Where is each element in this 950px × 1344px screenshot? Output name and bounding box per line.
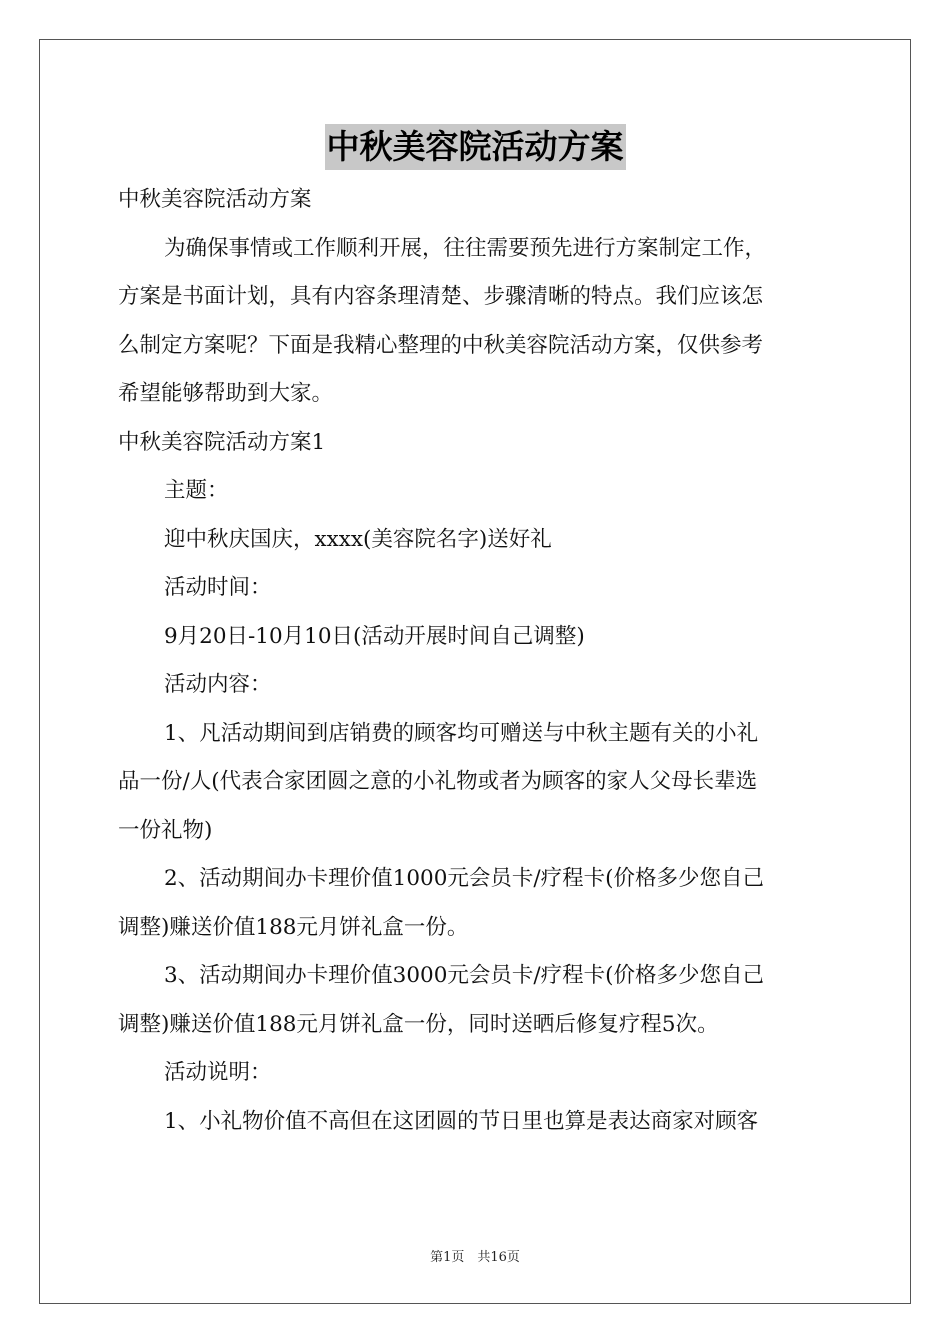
text-line: 希望能够帮助到大家。 bbox=[118, 381, 334, 406]
text-line: 活动说明： bbox=[164, 1060, 272, 1085]
text-line: 一份礼物) bbox=[118, 817, 213, 843]
page-footer bbox=[0, 1246, 950, 1265]
text-line: 3、活动期间办卡理价值3000元会员卡/疗程卡(价格多少您自己 bbox=[164, 963, 765, 988]
text-line: 1、凡活动期间到店销费的顾客均可赠送与中秋主题有关的小礼 bbox=[164, 720, 759, 746]
text-line: 1、小礼物价值不高但在这团圆的节日里也算是表达商家对顾客 bbox=[164, 1108, 759, 1134]
page-number: 第1页 共16页 bbox=[430, 1250, 520, 1265]
text-line: 2、活动期间办卡理价值1000元会员卡/疗程卡(价格多少您自己 bbox=[164, 866, 765, 891]
document-title: 中秋美容院活动方案 bbox=[325, 124, 626, 170]
text-line: 主题： bbox=[164, 478, 229, 503]
text-line: 活动内容： bbox=[164, 672, 272, 697]
section-heading: 中秋美容院活动方案1 bbox=[118, 429, 326, 455]
text-line: 调整)赚送价值188元月饼礼盒一份。 bbox=[118, 914, 469, 940]
text-line: 迎中秋庆国庆，xxxx(美容院名字)送好礼 bbox=[164, 526, 552, 552]
text-line: 为确保事情或工作顺利开展，往往需要预先进行方案制定工作， bbox=[164, 235, 767, 261]
text-line: 活动时间： bbox=[164, 575, 272, 600]
text-line: 调整)赚送价值188元月饼礼盒一份，同时送晒后修复疗程5次。 bbox=[118, 1011, 719, 1037]
text-line: 9月20日-10月10日(活动开展时间自己调整) bbox=[164, 623, 585, 649]
document-body bbox=[118, 176, 838, 1146]
text-line: 品一份/人(代表合家团圆之意的小礼物或者为顾客的家人父母长辈选 bbox=[118, 769, 758, 794]
title-container bbox=[0, 124, 950, 170]
text-line: 中秋美容院活动方案 bbox=[118, 187, 312, 212]
text-line: 么制定方案呢？下面是我精心整理的中秋美容院活动方案，仅供参考 bbox=[118, 332, 764, 358]
text-line: 方案是书面计划，具有内容条理清楚、步骤清晰的特点。我们应该怎 bbox=[118, 284, 764, 309]
